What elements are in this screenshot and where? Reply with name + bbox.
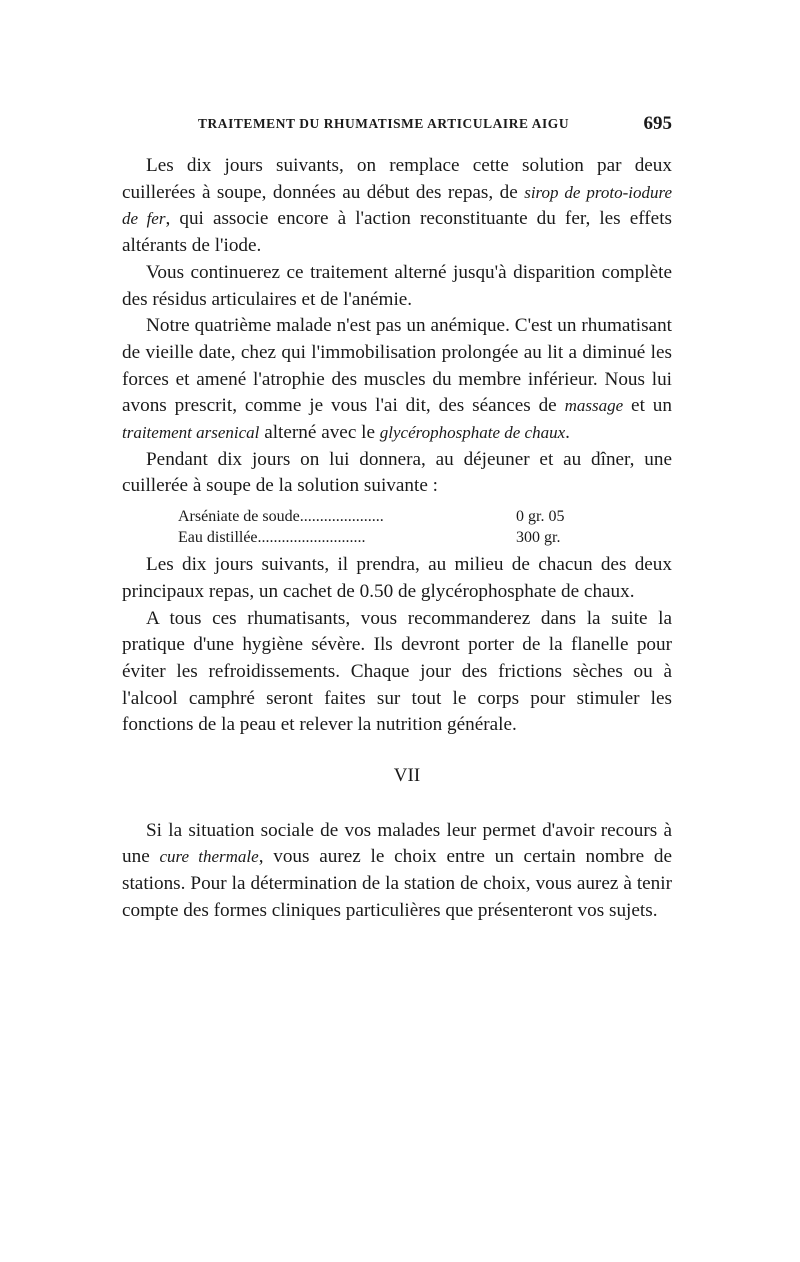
formula-ingredient: Eau distillée...........................	[178, 529, 366, 547]
paragraph-5: Les dix jours suivants, il prendra, au milieu de chacun des deux principaux repas, un cachet de 0.50 de glycérophosphate de chaux.	[122, 554, 672, 602]
italic-term: cure thermale	[159, 847, 259, 867]
running-head	[122, 112, 672, 136]
paragraph-1: Les dix jours suivants, on remplace cette solution par deux cuillerées à soupe, données au début des repas, de sirop de proto-iodure de fer, qui associe encore à l'action reconstituante du fer, les effets altérants de l'iode.	[122, 155, 672, 257]
formula-ingredient: Arséniate de soude.....................	[178, 508, 384, 526]
paragraph-6: A tous ces rhumatisants, vous recommanderez dans la suite la pratique d'une hygiène sévère. Ils devront porter de la flanelle pour éviter les refroidissements. Chaque jour des frictions sèches ou à l'alcool camphré seront faites sur tout le corps pour stimuler les fonctions de la peau et relever la nutrition générale.	[122, 607, 672, 736]
book-page	[122, 0, 672, 1262]
section-heading: VII	[393, 765, 421, 787]
italic-term: glycérophosphate de chaux	[379, 423, 566, 443]
italic-term: massage	[564, 396, 624, 416]
prescription-formula	[122, 500, 672, 552]
paragraph-2: Vous continuerez ce traitement alterné jusqu'à disparition complète des résidus articulaires et de l'anémie.	[122, 261, 672, 310]
formula-row	[122, 506, 672, 527]
formula-row	[122, 527, 672, 548]
formula-quantity: 300 gr.	[516, 529, 561, 547]
page-number: 695	[643, 113, 672, 134]
italic-term: sirop de proto-iodure de fer	[122, 182, 672, 229]
paragraph-3: Notre quatrième malade n'est pas un anémique. C'est un rhumatisant de vieille date, chez qui l'immobilisation prolongée au lit a diminué les forces et amené l'atrophie des muscles du membre inférieur. Nous lui avons prescrit, comme je vous l'ai dit, des séances de massage et un traitement arsenical alterné avec le glycérophosphate de chaux.	[122, 315, 672, 444]
paragraph-7: Si la situation sociale de vos malades leur permet d'avoir recours à une cure thermale, vous aurez le choix entre un certain nombre de stations. Pour la détermination de la station de choix, vous aurez à tenir compte des formes cliniques particulières que présenteront vos sujets.	[122, 819, 672, 921]
body-text	[122, 153, 672, 925]
formula-quantity: 0 gr. 05	[516, 508, 565, 526]
italic-term: traitement arsenical	[122, 423, 260, 443]
paragraph-4: Pendant dix jours on lui donnera, au déjeuner et au dîner, une cuillerée à soupe de la solution suivante :	[122, 448, 672, 497]
running-title: TRAITEMENT DU RHUMATISME ARTICULAIRE AIGU	[198, 116, 570, 131]
